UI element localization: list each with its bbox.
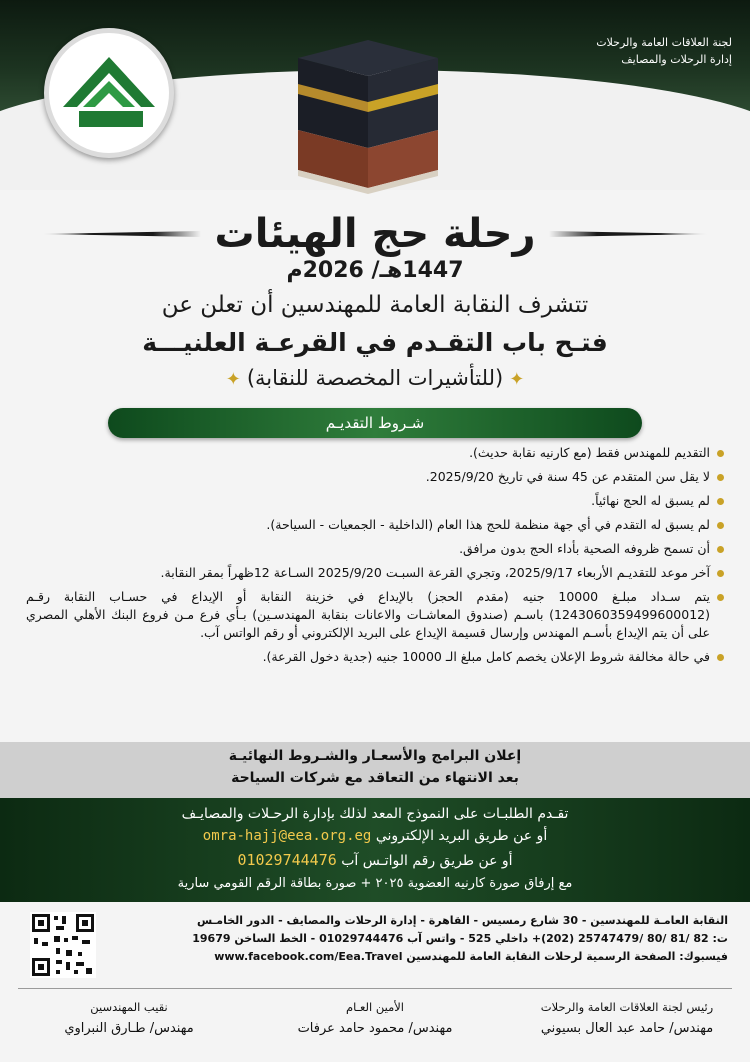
star-icon: ✦: [225, 369, 241, 390]
qr-code-icon[interactable]: [30, 912, 96, 978]
contact-address: النقابة العامـة للمهندسين - 30 شارع رمسيس - القاهرة - إدارة الرحلات والمصايف - الدور الخامـس: [196, 914, 728, 927]
whatsapp-prefix: أو عن طريق رقم الواتـس آب: [341, 853, 513, 869]
syndicate-logo: [44, 28, 174, 158]
condition-item: في حالة مخالفة شروط الإعلان يخصم كامل مبلغ الـ 10000 جنيه (جدية دخول القرعة).: [26, 648, 726, 666]
notice-line-1: إعلان البرامج والأسعـار والشـروط النهائيـة: [228, 748, 522, 764]
signature-chairman: [512, 996, 742, 1040]
committee-line-1: لجنة العلاقات العامة والرحلات: [596, 36, 732, 49]
committee-line-2: إدارة الرحلات والمصايف: [621, 53, 732, 66]
title-row: [0, 204, 750, 264]
notice-line-2: بعد الانتهاء من التعاقد مع شركات السياحة: [231, 770, 519, 786]
signature-role: الأمين العـام: [345, 1000, 405, 1014]
condition-item: يتم سـداد مبلـغ 10000 جنيه (مقدم الحجز) بالإيداع في خزينة النقابة أو الإيداع في حسـاب النقابة رقـم (1243060359499600012) باسـم (صندوق المعاشـات والاعانات بنقابة المهندسـين) بـأي فرع مـن فروع البنك الأهلي المصري على أن يتم الإيداع بأسـم المهندس وإرسال قسيمة الإيداع على البريد الإلكتروني أو رقم الواتس آب.: [26, 588, 726, 642]
email-link[interactable]: omra-hajj@eea.org.eg: [202, 828, 372, 844]
contact-info: [128, 912, 728, 966]
conditions-heading: شـروط التقديـم: [108, 408, 642, 438]
condition-item: لا يقل سن المتقدم عن 45 سنة في تاريخ 2025/9/20.: [26, 468, 726, 486]
signature-role: رئيس لجنة العلاقات العامة والرحلات: [540, 1000, 714, 1014]
title-ornament-left: [41, 231, 201, 237]
notice-band: [0, 742, 750, 798]
condition-item: آخر موعد للتقديـم الأربعاء 2025/9/17، وتجري القرعة السبـت 2025/9/20 السـاعة 12ظهراً بمقر النقابة.: [26, 564, 726, 582]
apply-line-1: تقـدم الطلبـات على النموذج المعد لذلك بإدارة الرحـلات والمصايـف: [181, 806, 569, 822]
kaaba-illustration: [278, 38, 458, 198]
apply-whatsapp-row: [0, 851, 750, 869]
condition-item: لم يسبق له التقدم في أي جهة منظمة للحج هذا العام (الداخلية - الجمعيات - السياحة).: [26, 516, 726, 534]
email-prefix: أو عن طريق البريد الإلكتروني: [375, 828, 548, 844]
conditions-list: [26, 444, 726, 672]
signature-secretary: [260, 996, 490, 1040]
signature-head: [14, 996, 244, 1040]
star-icon: ✦: [509, 369, 525, 390]
condition-item: التقديم للمهندس فقط (مع كارنيه نقابة حديث).: [26, 444, 726, 462]
apply-line-4: مع إرفاق صورة كارنيه العضوية ٢٠٢٥ + صورة بطاقة الرقم القومي سارية: [177, 876, 573, 891]
signature-name: مهندس/ طـارق النبراوي: [64, 1021, 194, 1036]
year-label: 1447هـ/ 2026م: [286, 258, 464, 283]
condition-item: لم يسبق له الحج نهائياً.: [26, 492, 726, 510]
whatsapp-number[interactable]: 01029744476: [237, 851, 337, 869]
footer-divider: [18, 988, 732, 989]
announce-line-1: تتشرف النقابة العامة للمهندسين أن تعلن عن: [161, 292, 589, 318]
announce-line-2: فتـح باب التقـدم في القرعـة العلنيـــة: [142, 328, 608, 357]
apply-email-row: [0, 828, 750, 844]
signature-role: نقيب المهندسين: [90, 1000, 168, 1014]
committee-label: [472, 34, 732, 68]
page-title: رحلة حج الهيئات: [214, 211, 536, 257]
syndicate-logo-icon: [49, 33, 169, 153]
announce-line-3-wrap: [0, 366, 750, 390]
signature-name: مهندس/ محمود حامد عرفات: [297, 1021, 453, 1036]
apply-band: [0, 798, 750, 902]
contact-phones: ت: 82 /81 /80 /25747479 (202)+ داخلي 525 - واتس آب 01029744476 - الخط الساخن 19679: [192, 932, 728, 945]
condition-item: أن تسمح ظروفه الصحية بأداء الحج بدون مرافق.: [26, 540, 726, 558]
announce-line-3: (للتأشيرات المخصصة للنقابة): [246, 366, 504, 390]
title-ornament-right: [549, 231, 709, 237]
contact-facebook[interactable]: فيسبوك: الصفحة الرسمية لرحلات النقابة العامة للمهندسين www.facebook.com/Eea.Travel: [214, 950, 728, 963]
signature-name: مهندس/ حامد عبد العال بسيوني: [540, 1021, 714, 1036]
